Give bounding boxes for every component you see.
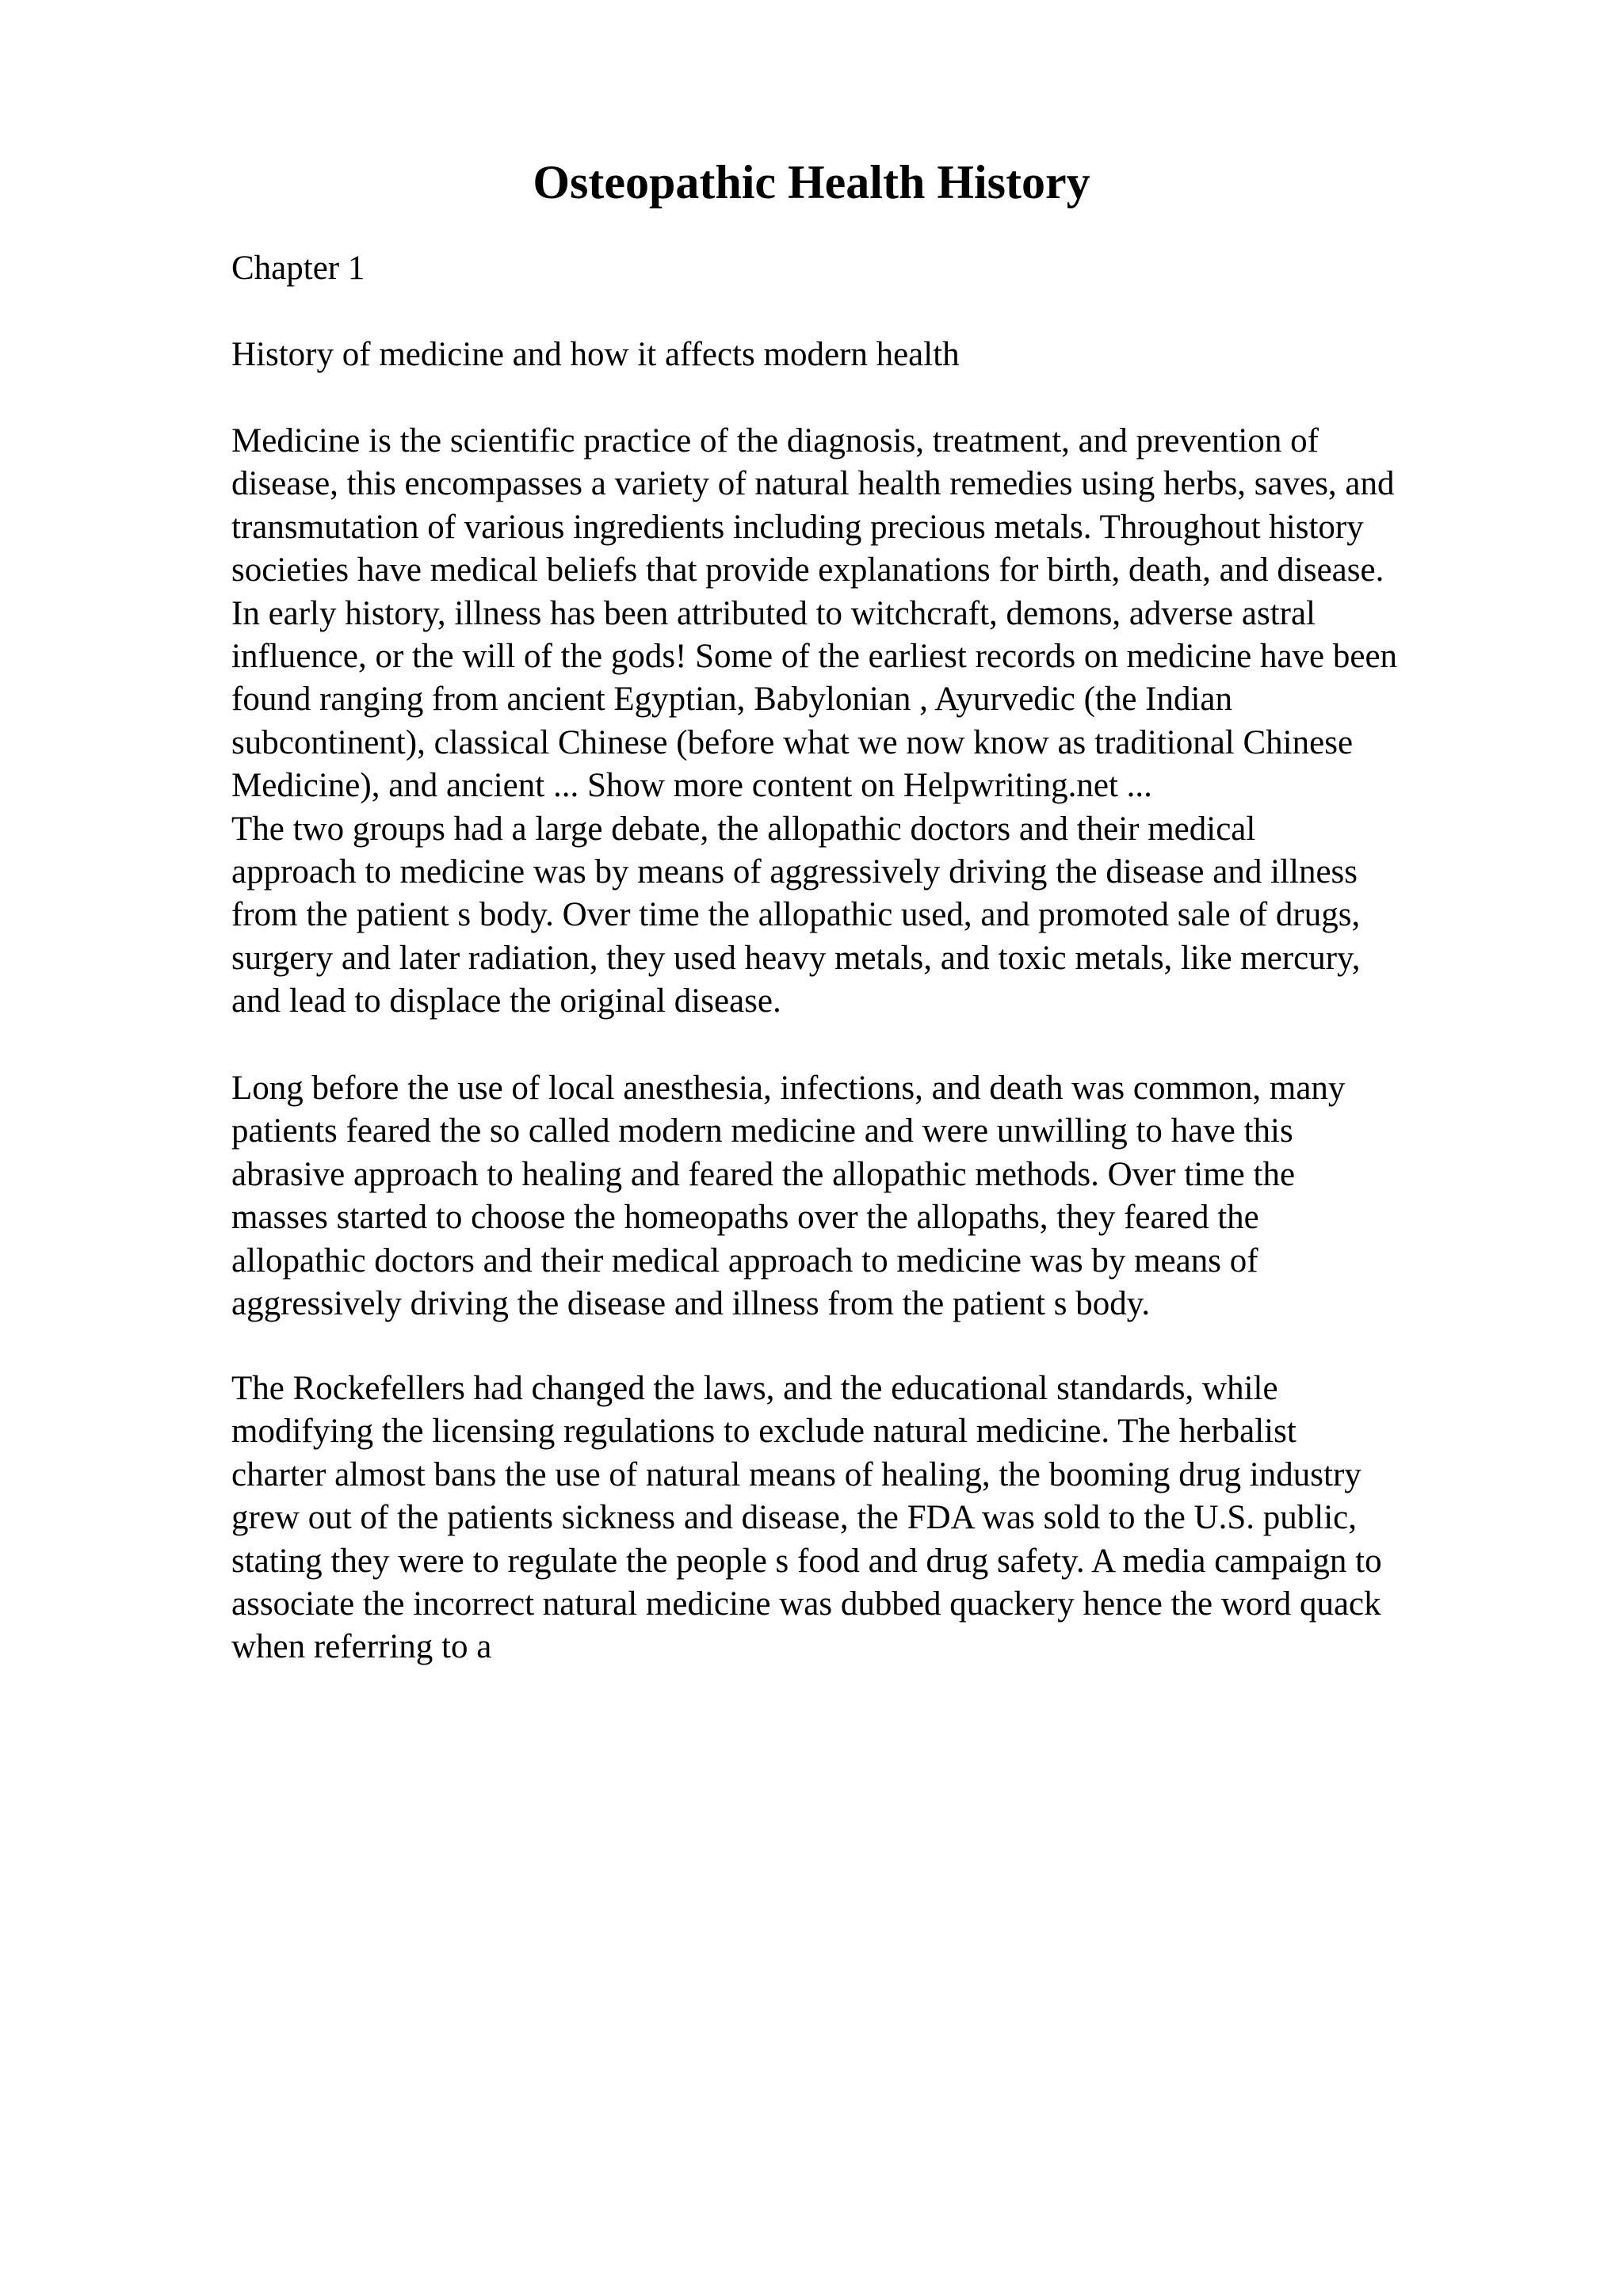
text-line: modifying the licensing regulations to exclude natural medicine. The herbalist xyxy=(231,1413,1296,1451)
text-line: subcontinent), classical Chinese (before what we now know as traditional Chinese xyxy=(231,723,1354,761)
paragraph xyxy=(231,1067,1345,1325)
text-line: influence, or the will of the gods! Some of the earliest records on medicine have been xyxy=(231,637,1398,675)
text-line: masses started to choose the homeopaths over the allopaths, they feared the xyxy=(231,1199,1259,1237)
text-line: found ranging from ancient Egyptian, Babylonian , Ayurvedic (the Indian xyxy=(231,681,1233,719)
text-line: abrasive approach to healing and feared the allopathic methods. Over time the xyxy=(231,1155,1296,1193)
text-line: grew out of the patients sickness and disease, the FDA was sold to the U.S. public, xyxy=(231,1499,1357,1537)
text-line: stating they were to regulate the people s food and drug safety. A media campaign to xyxy=(231,1542,1382,1580)
chapter-subtitle: History of medicine and how it affects modern health xyxy=(231,336,960,373)
text-line: and lead to displace the original disease. xyxy=(231,982,781,1020)
text-line: The two groups had a large debate, the allopathic doctors and their medical xyxy=(231,810,1256,848)
text-line: disease, this encompasses a variety of natural health remedies using herbs, saves, and xyxy=(231,465,1395,503)
paragraph xyxy=(231,420,1397,1023)
text-line: patients feared the so called modern medicine and were unwilling to have this xyxy=(231,1112,1293,1150)
text-line: allopathic doctors and their medical approach to medicine was by means of xyxy=(231,1241,1258,1280)
text-line: associate the incorrect natural medicine was dubbed quackery hence the word quack xyxy=(231,1585,1381,1623)
text-line: The Rockefellers had changed the laws, and the educational standards, while xyxy=(231,1370,1278,1407)
text-line: aggressively driving the disease and illness from the patient s body. xyxy=(231,1284,1151,1322)
text-line: when referring to a xyxy=(231,1628,492,1666)
text-line: Long before the use of local anesthesia, infections, and death was common, many xyxy=(231,1070,1346,1107)
paragraph xyxy=(231,1367,1382,1669)
text-line: surgery and later radiation, they used heavy metals, and toxic metals, like mercury, xyxy=(231,939,1361,977)
text-line: Medicine), and ancient ... Show more content on Helpwriting.net ... xyxy=(231,767,1152,805)
chapter-heading: Chapter 1 xyxy=(231,250,365,287)
text-line: charter almost bans the use of natural means of healing, the booming drug industry xyxy=(231,1455,1361,1493)
text-line: approach to medicine was by means of aggressively driving the disease and illness xyxy=(231,852,1358,891)
text-line: Medicine is the scientific practice of the diagnosis, treatment, and prevention of xyxy=(231,422,1319,460)
document-title: Osteopathic Health History xyxy=(533,156,1090,208)
text-line: In early history, illness has been attributed to witchcraft, demons, adverse astral xyxy=(231,594,1316,632)
text-line: from the patient s body. Over time the allopathic used, and promoted sale of drugs, xyxy=(231,896,1361,934)
text-line: transmutation of various ingredients including precious metals. Throughout history xyxy=(231,508,1364,546)
text-line: societies have medical beliefs that provide explanations for birth, death, and disease. xyxy=(231,551,1384,589)
